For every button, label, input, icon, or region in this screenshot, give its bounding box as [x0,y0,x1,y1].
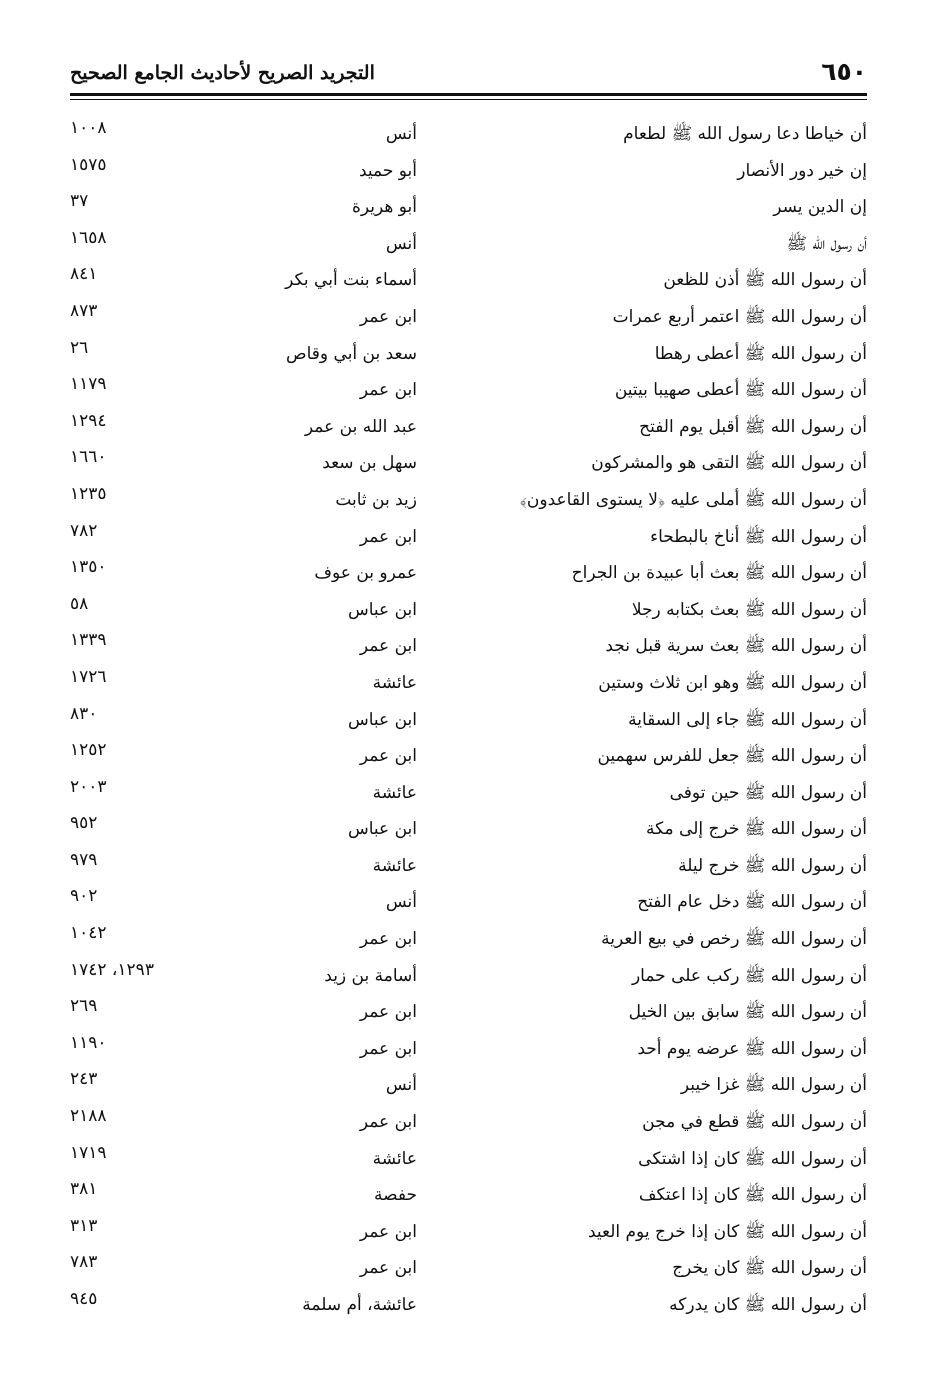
narrator-name: ابن عمر [359,746,417,767]
hadith-incipit: إن خير دور الأنصار [737,160,867,181]
hadith-number: ١٧١٩ [70,1142,107,1163]
hadith-incipit: أن رسول الله ﷺ ركب على حمار [631,965,867,986]
table-row [70,1214,867,1251]
narrator-name: سعد بن أبي وقاص [286,343,417,364]
hadith-incipit: أن رسول الله ﷺ [786,233,867,254]
hadith-number: ٣٧ [70,191,89,212]
hadith-incipit: أن رسول الله ﷺ وهو ابن ثلاث وستين [598,672,867,693]
hadith-number: ١٢٣٥ [70,483,107,504]
hadith-index-table [70,116,867,1324]
hadith-number: ٩٤٥ [70,1289,98,1309]
hadith-number: ١٢٥٢ [70,740,107,761]
hadith-incipit: أن رسول الله ﷺ جعل للفرس سهمين [597,746,867,767]
hadith-incipit: أن رسول الله ﷺ رخص في بيع العرية [601,929,867,950]
table-row [70,958,867,995]
narrator-name: عبد الله بن عمر [304,416,417,437]
hadith-incipit: أن رسول الله ﷺ عرضه يوم أحد [637,1038,867,1059]
hadith-number: ١٥٧٥ [70,154,107,175]
hadith-number: ٢٤٣ [70,1069,98,1090]
table-row [70,153,867,190]
narrator-name: عائشة [372,672,417,693]
hadith-incipit: أن رسول الله ﷺ كان يدركه [669,1295,867,1315]
hadith-incipit: أن رسول الله ﷺ التقى هو والمشركون [591,453,867,474]
hadith-number: ١٣٥٠ [70,557,107,578]
table-row [70,1287,867,1324]
book-title: التجريد الصريح لأحاديث الجامع الصحيح [70,62,375,84]
hadith-number: ٢٦ [70,337,89,358]
table-row [70,848,867,885]
hadith-incipit: أن رسول الله ﷺ كان إذا اشتكى [638,1148,867,1169]
hadith-number: ٢٠٠٣ [70,776,107,797]
narrator-name: عائشة [372,855,417,876]
narrator-name: عمرو بن عوف [314,563,417,584]
narrator-name: عائشة، أم سلمة [302,1295,417,1315]
hadith-number: ٩٧٩ [70,849,98,870]
table-row [70,1250,867,1287]
table-row [70,409,867,446]
hadith-number: ٣٨١ [70,1179,98,1200]
hadith-incipit: أن رسول الله ﷺ خرج ليلة [678,855,867,876]
narrator-name: ابن عمر [359,526,417,547]
hadith-incipit: أن رسول الله ﷺ أقبل يوم الفتح [639,416,867,437]
table-row [70,336,867,373]
table-row [70,482,867,519]
table-row [70,775,867,812]
hadith-incipit: أن رسول الله ﷺ سابق بين الخيل [628,1002,867,1023]
narrator-name: أنس [385,1075,417,1096]
hadith-incipit: أن رسول الله ﷺ بعث سرية قبل نجد [605,636,867,657]
narrator-name: ابن عباس [347,819,417,840]
table-row [70,738,867,775]
narrator-name: ابن عباس [347,599,417,620]
hadith-incipit: أن رسول الله ﷺ أعطى رهطا [654,343,867,364]
hadith-number: ٩٥٢ [70,813,98,834]
hadith-incipit: أن رسول الله ﷺ أعطى صهيبا بيتين [614,380,867,401]
table-row [70,921,867,958]
hadith-number: ٢٦٩ [70,996,98,1017]
hadith-number: ٨٣٠ [70,703,98,724]
hadith-incipit: أن رسول الله ﷺ اعتمر أربع عمرات [612,306,867,327]
table-row [70,262,867,299]
table-row [70,994,867,1031]
table-row [70,1067,867,1104]
hadith-number: ١٣٣٩ [70,630,107,651]
table-row [70,811,867,848]
hadith-incipit: أن رسول الله ﷺ أملى عليه ﴿لا يستوى القاعدون﴾ [519,489,867,510]
hadith-number: ٣١٣ [70,1215,98,1236]
hadith-number: ١٠٠٨ [70,118,107,138]
narrator-name: ابن عمر [359,929,417,950]
hadith-number: ١٦٦٠ [70,447,107,468]
hadith-incipit: أن رسول الله ﷺ بعث أبا عبيدة بن الجراح [571,563,867,584]
table-row [70,884,867,921]
table-row [70,1177,867,1214]
hadith-incipit: أن خياطا دعا رسول الله ﷺ لطعام [623,124,867,144]
header-rule-thin [70,99,867,100]
narrator-name: أبو حميد [358,160,417,181]
hadith-incipit: أن رسول الله ﷺ كان إذا اعتكف [638,1185,867,1206]
hadith-number: ١٦٥٨ [70,227,107,248]
narrator-name: أسامة بن زيد [324,965,417,986]
table-row [70,628,867,665]
hadith-number: ١١٩٠ [70,1032,107,1053]
narrator-name: حفصة [374,1185,417,1206]
table-row [70,372,867,409]
table-row [70,555,867,592]
hadith-number: ١٢٩٣، ١٧٤٢ [70,959,154,980]
table-row [70,519,867,556]
hadith-number: ١٠٤٢ [70,923,107,944]
hadith-incipit: أن رسول الله ﷺ أذن للظعن [663,270,867,291]
narrator-name: ابن عمر [359,1221,417,1242]
table-row [70,1031,867,1068]
table-row [70,665,867,702]
narrator-name: ابن عمر [359,1038,417,1059]
table-row [70,445,867,482]
hadith-incipit: أن رسول الله ﷺ كان يخرج [672,1258,867,1279]
hadith-number: ١٧٢٦ [70,666,107,687]
narrator-name: ابن عمر [359,380,417,401]
table-row [70,1141,867,1178]
hadith-incipit: أن رسول الله ﷺ خرج إلى مكة [646,819,867,840]
hadith-incipit: أن رسول الله ﷺ حين توفى [669,782,867,803]
hadith-incipit: أن رسول الله ﷺ دخل عام الفتح [637,892,867,913]
hadith-number: ٧٨٣ [70,1252,98,1273]
header-rule-thick [70,93,867,96]
narrator-name: ابن عباس [347,709,417,730]
narrator-name: ابن عمر [359,1112,417,1133]
hadith-number: ٥٨ [70,593,89,614]
narrator-name: أبو هريرة [351,197,417,218]
hadith-number: ١٢٩٤ [70,410,107,431]
narrator-name: عائشة [372,782,417,803]
table-row [70,592,867,629]
narrator-name: أنس [385,233,417,254]
table-row [70,226,867,263]
hadith-number: ٨٧٣ [70,300,98,321]
narrator-name: أنس [385,124,417,144]
table-row [70,189,867,226]
narrator-name: عائشة [372,1148,417,1169]
hadith-incipit: أن رسول الله ﷺ غزا خيبر [680,1075,867,1096]
hadith-number: ٨٤١ [70,264,98,285]
page-number: ٦٥٠ [821,57,867,86]
narrator-name: ابن عمر [359,1002,417,1023]
hadith-number: ١١٧٩ [70,374,107,395]
narrator-name: أنس [385,892,417,913]
table-row [70,702,867,739]
hadith-incipit: أن رسول الله ﷺ كان إذا خرج يوم العيد [587,1221,867,1242]
hadith-number: ٧٨٢ [70,520,98,541]
table-row [70,1104,867,1141]
hadith-incipit: أن رسول الله ﷺ جاء إلى السقاية [628,709,867,730]
table-row [70,299,867,336]
hadith-incipit: أن رسول الله ﷺ قطع في مجن [642,1112,867,1133]
hadith-incipit: أن رسول الله ﷺ أناخ بالبطحاء [650,526,867,547]
page-header [70,56,867,92]
narrator-name: ابن عمر [359,636,417,657]
hadith-number: ٢١٨٨ [70,1106,107,1127]
hadith-incipit: إن الدين يسر [773,197,867,218]
hadith-incipit: أن رسول الله ﷺ بعث بكتابه رجلا [631,599,867,620]
table-row [70,116,867,153]
hadith-number: ٩٠٢ [70,886,98,907]
narrator-name: ابن عمر [359,1258,417,1279]
narrator-name: زيد بن ثابت [335,489,417,510]
narrator-name: ابن عمر [359,306,417,327]
narrator-name: أسماء بنت أبي بكر [285,270,417,291]
narrator-name: سهل بن سعد [322,453,417,474]
